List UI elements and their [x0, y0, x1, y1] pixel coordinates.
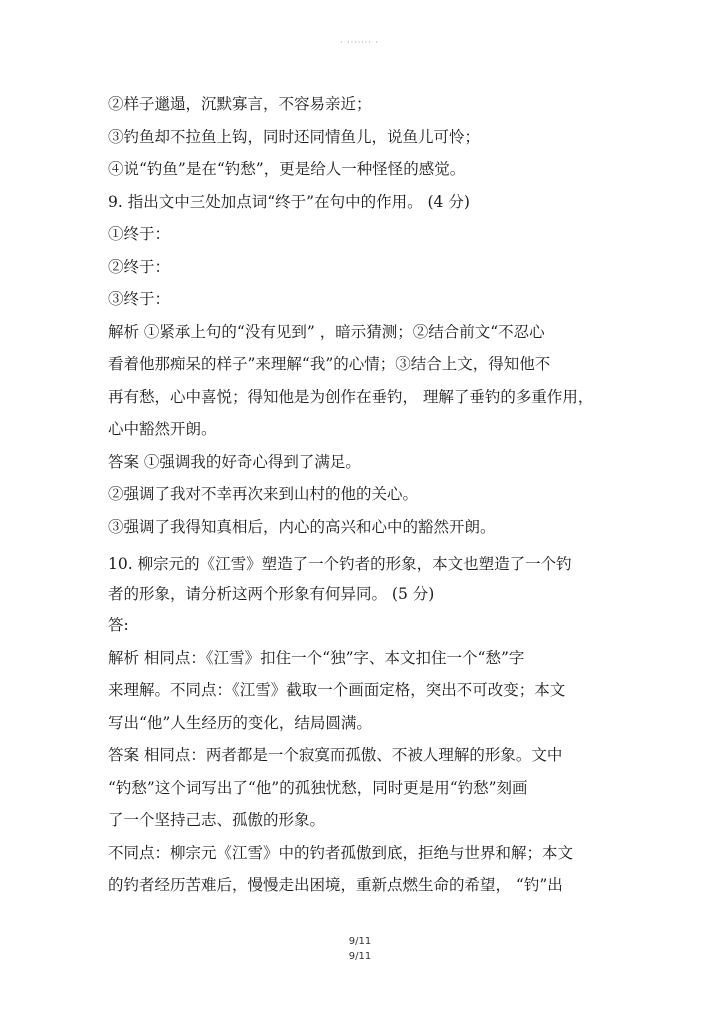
analysis-line: 解析 ①紧承上句的“没有见到” ，暗示猜测；②结合前文“不忍心	[108, 322, 545, 341]
question-9: 9. 指出文中三处加点词“终于”在句中的作用。 (4 分)	[108, 192, 470, 211]
header-mark: · ······· ·	[340, 38, 379, 47]
page-number: 9/11	[348, 951, 372, 962]
question-10: 10. 柳宗元的《江雪》塑造了一个钓者的形象，本文也塑造了一个钓	[108, 555, 572, 573]
answer-line: 答案 相同点：两者都是一个寂寞而孤傲、不被人理解的形象。文中	[108, 746, 563, 764]
answer-slot-3: ③终于：	[108, 290, 171, 308]
answer-line: 了一个坚持己志、孤傲的形象。	[108, 811, 326, 829]
answer-prompt: 答:	[108, 616, 129, 634]
answer-line: ②强调了我对不幸再次来到山村的他的关心。	[108, 485, 419, 503]
answer-line: 不同点：柳宗元《江雪》中的钓者孤傲到底，拒绝与世界和解；本文	[108, 843, 574, 862]
text-line: ②样子邋遢，沉默寡言，不容易亲近；	[108, 95, 372, 113]
analysis-line: 解析 相同点：《江雪》扣住一个“独”字、本文扣住一个“愁”字	[108, 648, 525, 667]
answer-line: 答案 ①强调我的好奇心得到了满足。	[108, 452, 361, 471]
text-line: ④说“钓鱼”是在“钓愁”，更是给人一种怪怪的感觉。	[108, 160, 466, 178]
analysis-line: 来理解。不同点：《江雪》截取一个画面定格，突出不可改变；本文	[108, 681, 566, 699]
document-body	[108, 88, 618, 902]
analysis-line: 心中豁然开朗。	[108, 420, 217, 438]
answer-line: 的钓者经历苦难后，慢慢走出困境，重新点燃生命的希望， “钓”出	[108, 876, 563, 894]
page-number: 9/11	[348, 936, 372, 947]
analysis-line: 再有愁，心中喜悦；得知他是为创作在垂钓， 理解了垂钓的多重作用，	[108, 387, 594, 406]
text-line: ③钓鱼却不拉鱼上钩，同时还同情鱼儿，说鱼儿可怜；	[108, 127, 481, 146]
answer-line: ③强调了我得知真相后，内心的高兴和心中的豁然开朗。	[108, 517, 496, 536]
answer-slot-1: ①终于：	[108, 225, 171, 243]
analysis-line: 写出“他”人生经历的变化，结局圆满。	[108, 713, 372, 732]
analysis-line: 看着他那痴呆的样子”来理解“我”的心情；③结合上文，得知他不	[108, 355, 551, 373]
answer-line: “钓愁”这个词写出了“他”的孤独忧愁，同时更是用“钓愁”刻画	[108, 778, 528, 797]
question-10: 者的形象，请分析这两个形象有何异同。 (5 分)	[108, 585, 435, 603]
answer-slot-2: ②终于：	[108, 257, 171, 276]
